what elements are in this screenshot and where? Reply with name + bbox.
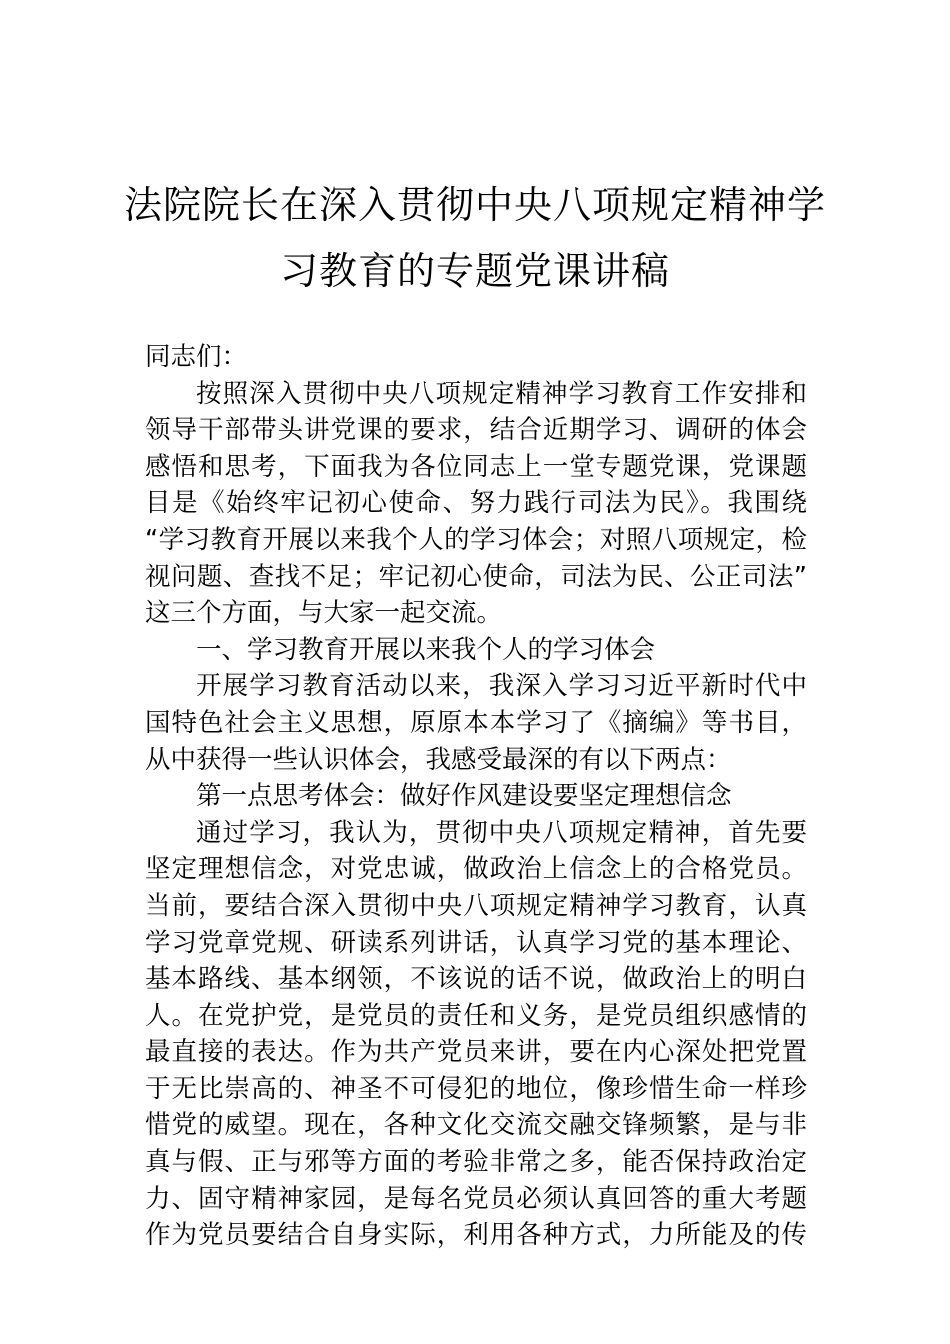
sub-heading-1 [145,778,807,815]
text-line: 真与假、正与邪等方面的考验非常之多，能否保持政治定 [145,1147,807,1178]
text-line: 学习党章党规、研读系列讲话，认真学习党的基本理论、 [145,927,807,958]
text-line: 通过学习，我认为，贯彻中央八项规定精神，首先要 [196,817,807,848]
text-line: 开展学习教育活动以来，我深入学习习近平新时代中 [196,671,807,702]
text-line: 人。在党护党，是党员的责任和义务，是党员组织感情的 [145,1000,807,1031]
text-line: 坚定理想信念，对党忠诚，做政治上信念上的合格党员。 [145,854,807,885]
section-heading-1 [145,632,807,669]
document-title-line-2: 习教育的专题党课讲稿 [279,249,670,293]
text-line: 惜党的威望。现在，各种文化交流交融交锋频繁，是与非 [145,1110,807,1141]
salutation-text: 同志们： [145,342,248,372]
paragraph-learning [145,668,807,778]
paragraph-intro [145,376,807,632]
text-line: 力、固守精神家园，是每名党员必须认真回答的重大考题 [145,1183,807,1214]
section-heading-text: 一、学习教育开展以来我个人的学习体会 [196,634,656,665]
document-body [145,339,807,1254]
text-line: 感悟和思考，下面我为各位同志上一堂专题党课，党课题 [145,451,807,482]
text-line: 当前，要结合深入贯彻中央八项规定精神学习教育，认真 [145,890,807,921]
document-title-line-1: 法院院长在深入贯彻中央八项规定精神学 [123,183,826,227]
text-line: 领导干部带头讲党课的要求，结合近期学习、调研的体会 [145,415,807,446]
text-line: 按照深入贯彻中央八项规定精神学习教育工作安排和 [196,378,807,409]
text-line: 于无比崇高的、神圣不可侵犯的地位，像珍惜生命一样珍 [145,1073,807,1104]
sub-heading-text: 第一点思考体会：做好作风建设要坚定理想信念 [196,781,732,812]
text-line: 视问题、查找不足；牢记初心使命，司法为民、公正司法” [145,561,807,592]
paragraph-ideals [145,815,807,1254]
text-line: 从中获得一些认识体会，我感受最深的有以下两点： [145,744,732,775]
text-line: 作为党员要结合自身实际，利用各种方式，力所能及的传 [145,1220,807,1251]
text-line: 这三个方面，与大家一起交流。 [145,598,503,629]
text-line: 最直接的表达。作为共产党员来讲，要在内心深处把党置 [145,1037,807,1068]
text-line: 目是《始终牢记初心使命、努力践行司法为民》。我围绕 [145,488,807,519]
text-line: 基本路线、基本纲领，不该说的话不说，做政治上的明白 [145,964,807,995]
salutation [145,339,807,376]
text-line: 国特色社会主义思想，原原本本学习了《摘编》等书目， [145,707,807,738]
text-line: “学习教育开展以来我个人的学习体会；对照八项规定，检 [145,524,807,555]
